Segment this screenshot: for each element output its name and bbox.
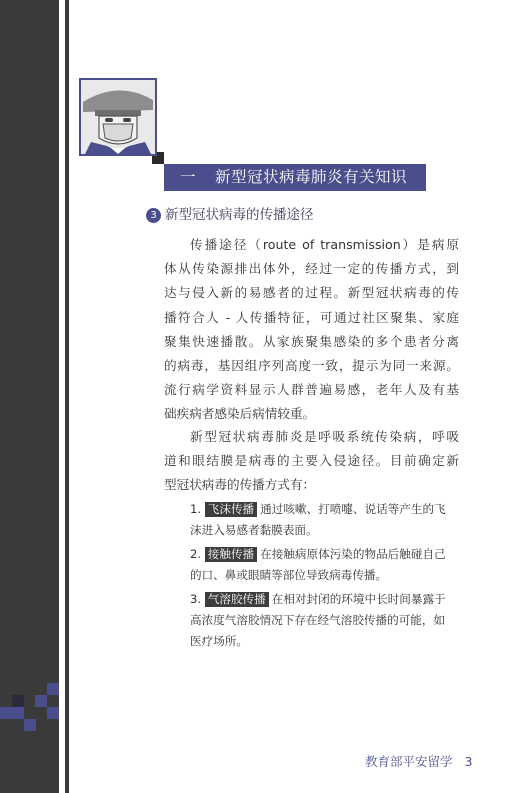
paragraph-line: 新型冠状病毒肺炎是呼吸系统传染病，呼吸 [190,429,459,444]
mode-tag-droplet: 飞沫传播 [205,502,257,517]
page-footer [365,752,472,770]
mode-tag-aerosol: 气溶胶传播 [205,592,269,607]
paragraph-line: 型冠状病毒的传播方式有： [164,477,316,493]
mode-description-cont: 医疗场所。 [190,634,248,648]
paragraph-line: 聚集快速播散。从家族聚集感染的多个患者分离 [164,333,459,349]
illustration-masked-person [79,78,157,156]
list-item-index: 2. [190,547,202,561]
paragraph-transmission-definition [164,233,459,427]
list-item-index: 3. [190,592,202,606]
mode-description-cont: 高浓度气溶胶情况下存在经气溶胶传播的可能，如 [190,613,446,627]
mode-description-cont: 的口、鼻或眼睛等部位导致病毒传播。 [190,568,388,582]
page-number: 3 [464,754,473,769]
paragraph-line: 的病毒，基因组序列高度一致，提示为同一来源。 [164,358,459,374]
left-sidebar-band [0,0,59,793]
subsection-title: 新型冠状病毒的传播途径 [165,207,314,223]
subsection-heading [146,205,314,225]
paragraph-line: 道和眼结膜是病毒的主要入侵途径。目前确定新 [164,453,459,469]
paragraph-line: 达与侵入新的易感者的过程。新型冠状病毒的传 [164,285,459,301]
left-divider-line [65,0,69,793]
mode-description: 通过咳嗽、打喷嚏、说话等产生的飞 [260,502,446,516]
paragraph-line: 流行病学资料显示人群普遍易感，老年人及有基 [164,382,459,398]
section-title-banner [164,164,426,191]
section-title: 新型冠状病毒肺炎有关知识 [215,168,408,186]
list-item-contact [190,544,460,586]
footer-publisher: 教育部平安留学 [365,754,453,769]
list-item-aerosol [190,589,460,652]
paragraph-line: 体从传染源排出体外，经过一定的传播方式，到 [164,261,459,277]
paragraph-line: 播符合人 - 人传播特征，可通过社区聚集、家庭 [164,309,459,325]
list-item-droplet [190,499,460,541]
paragraph-transmission-modes-intro [164,425,459,498]
mode-description: 在相对封闭的环境中长时间暴露于 [271,592,446,606]
paragraph-line: 传播途径（route of transmission）是病原 [190,237,459,252]
section-number: 一 [180,168,197,186]
list-item-index: 1. [190,502,202,516]
transmission-modes-list [190,499,460,652]
paragraph-line: 础疾病者感染后病情较重。 [164,406,316,422]
mode-tag-contact: 接触传播 [205,547,257,562]
subsection-number-badge: 3 [146,208,161,223]
mode-description-cont: 沫进入易感者黏膜表面。 [190,523,318,537]
mode-description: 在接触病原体污染的物品后触碰自己 [260,547,446,561]
